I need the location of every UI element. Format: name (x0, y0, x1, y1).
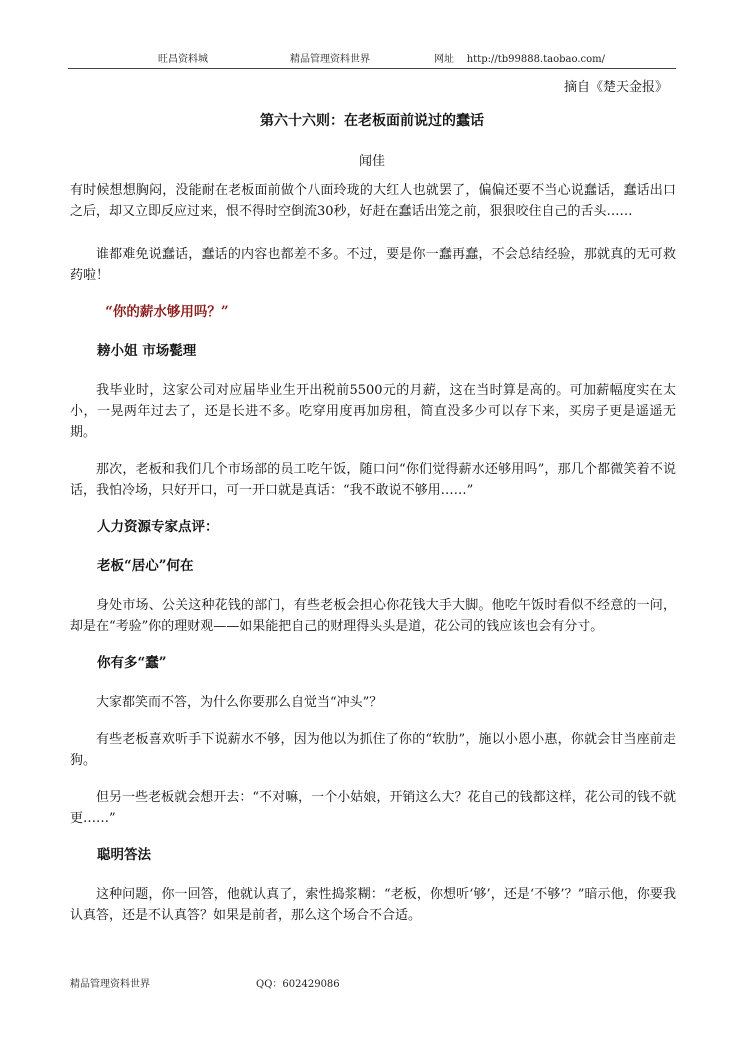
footer-qq: QQ：602429086 (256, 979, 340, 990)
paragraph-8: 这种问题，你一回答，他就认真了，索性捣浆糊：“老板，你想听‘够’，还是‘不够’？”暗示他，你要我认真答，还是不认真答？如果是前者，那么这个场合不合适。 (70, 887, 676, 923)
expert-title: 人力资源专家点评： (97, 519, 219, 535)
paragraph-4: 身处市场、公关这种花钱的部门，有些老板会担心你花钱大手大脚。他吃午饭时看似不经意的一问，却是在“考验”你的理财观——如果能把自己的财理得头头是道，花公司的钱应该也会有分寸。 (70, 598, 676, 634)
paragraph-5: 大家都笑而不答，为什么你要那么自觉当“冲头”？ (96, 695, 383, 710)
header-site-name: 旺昌资料城 (158, 54, 208, 65)
header-url[interactable] (434, 52, 605, 68)
source-citation: 摘自《楚天金报》 (563, 80, 668, 95)
case-title: 耪小姐 市场甏理 (97, 343, 197, 359)
header-url-label: 网址 (434, 54, 454, 65)
subheading-boss-intent: 老板“居心”何在 (97, 558, 194, 574)
paragraph-2: 我毕业时，这家公司对应届毕业生开出税前5500元的月薪，这在当时算是高的。可加薪幅度实在太小，一晃两年过去了，还是长进不多。吃穿用度再加房租，简直没多少可以存下来，买房子更是遥遥无期。 (70, 383, 676, 440)
paragraph-3: 那次，老板和我们几个市场部的员工吃午饭，随口问“你们觉得薪水还够用吗”，那几个都微笑着不说话，我怕冷场，只好开口，可一开口就是真话：“我不敢说不够用……” (70, 462, 676, 498)
subheading-how-dumb: 你有多“蠢” (97, 655, 167, 671)
paragraph-6: 有些老板喜欢听手下说薪水不够，因为他以为抓住了你的“软肋”，施以小恩小惠，你就会甘当座前走狗。 (70, 732, 676, 768)
paragraph-1: 谁都难免说蠢话，蠢话的内容也都差不多。不过，要是你一蠢再蠢，不会总结经验，那就真的无可救药啦！ (70, 247, 676, 283)
header-url-link[interactable]: http://tb99888.taobao.com/ (466, 54, 605, 65)
intro-paragraph: 有时候想想胸闷，没能耐在老板面前做个八面玲珑的大红人也就罢了，偏偏还要不当心说蠢话，蠢话出口之后，却又立即反应过来，恨不得时空倒流30秒，好赶在蠢话出笼之前，狠狠咬住自己的舌头…… (70, 183, 676, 219)
header-collection: 精品管理资料世界 (290, 54, 370, 65)
article-author: 闻佳 (358, 154, 385, 169)
article-body (70, 180, 676, 942)
subheading-smart-answer: 聪明答法 (97, 847, 151, 863)
page-header (68, 52, 676, 69)
page-footer (70, 975, 340, 990)
footer-collection: 精品管理资料世界 (70, 979, 150, 990)
paragraph-7: 但另一些老板就会想开去：“不对嘛，一个小姑娘，开销这么大？花自己的钱都这样，花公司的钱不就更……” (70, 790, 676, 826)
article-title: 第六十六则：在老板面前说过的蠢话 (260, 113, 484, 129)
section-title: “你的薪水够用吗？” (105, 304, 229, 320)
